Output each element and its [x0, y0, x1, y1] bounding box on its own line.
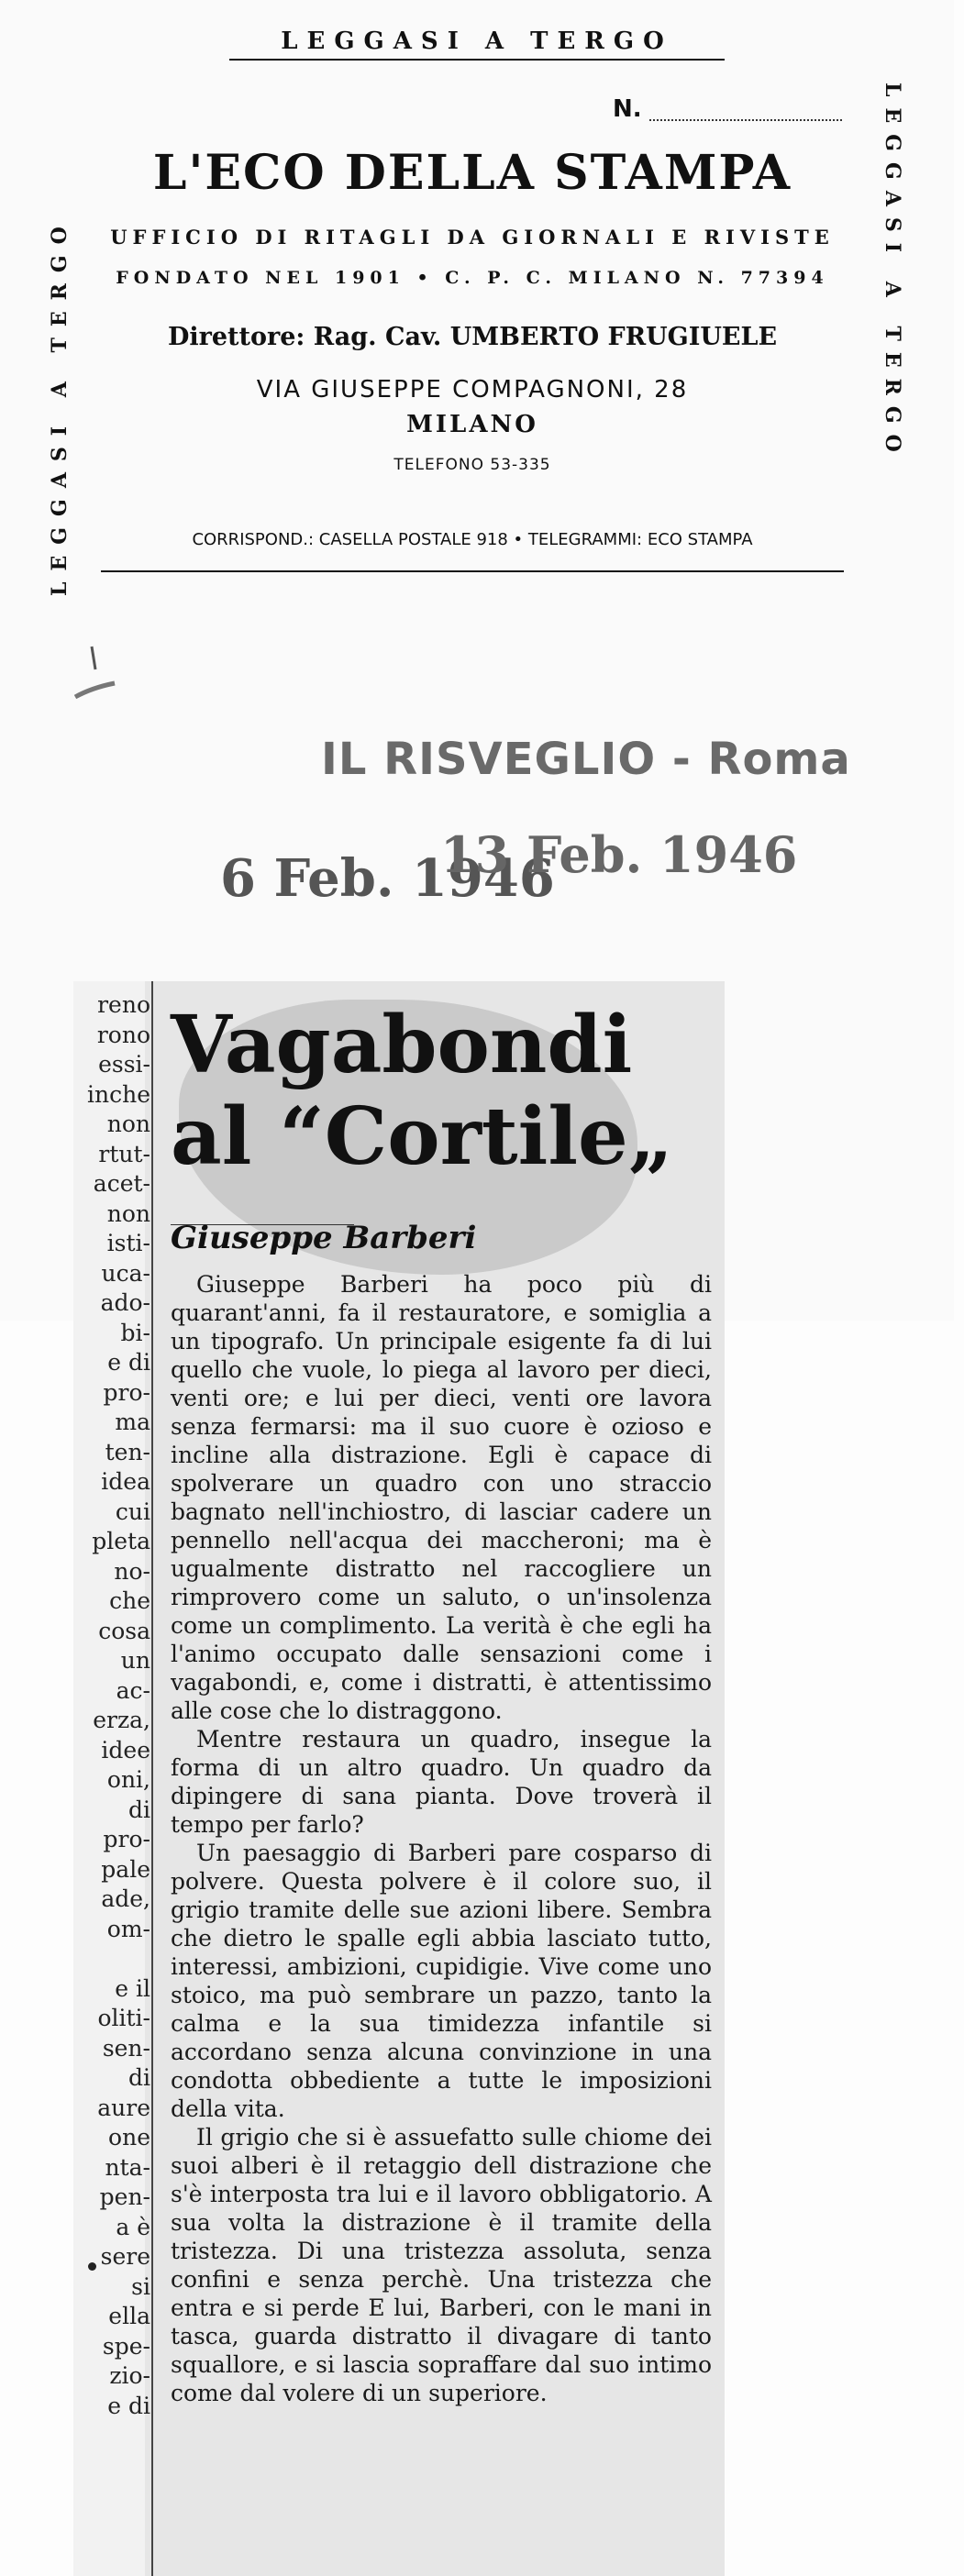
column-fragment: sere	[100, 2243, 150, 2270]
column-fragment: ade,	[101, 1885, 150, 1912]
bottom-rule	[101, 570, 844, 572]
column-fragment: a è	[116, 2213, 150, 2240]
column-fragment: ella	[108, 2303, 150, 2329]
column-fragment: pro-	[103, 1826, 150, 1852]
address-line: VIA GIUSEPPE COMPAGNONI, 28	[256, 376, 689, 404]
column-fragment: non	[106, 1200, 150, 1227]
column-fragment: pale	[101, 1855, 150, 1883]
column-fragment: rono	[96, 1021, 150, 1048]
column-fragment: om-	[106, 1915, 150, 1942]
column-fragment: di	[128, 2064, 150, 2091]
article-body	[171, 1270, 712, 2407]
paragraph: Un paesaggio di Barberi pare cosparso di polvere. Questa polvere è il colore suo, il grigio tramite delle sue azioni libere. Sembra che dietro le spalle egli abbia lasciato tutto, interessi, ambizioni, cupidigie. Vive come uno stoico, ma può sembrare un pazzo, tanto la calma e la sua timidezza infantile si accordano senza alcuna convinzione in una condotta obbediente a tutte le imposizioni della vita.	[171, 1840, 712, 2122]
article-headline	[171, 1000, 673, 1183]
column-fragment: di	[128, 1796, 150, 1823]
paragraph: Giuseppe Barberi ha poco più di quarant'anni, fa il restauratore, e somiglia a un tipografo. Un principale esigente fa di lui quello che vuole, lo piega al lavoro per dieci, venti ore; e lui per dieci, venti ore lavora senza fermarsi: ma il suo cuore è ozioso e incline alla distrazione. Egli è capace di spolverare un quadro con uno straccio bagnato nell'inchiostro, di lasciar cadere un pennello nell'acqua dei maccheroni; ma è ugualmente distratto nel raccogliere un rimprovero come un saluto, o un'insolenza come un complimento. La verità è che egli ha l'animo occupato dalle sensazioni come i vagabondi, e, come i distratti, è attentissimo alle cose che lo distraggono.	[171, 1271, 712, 1724]
column-rule	[151, 981, 153, 2576]
column-fragment: ac-	[116, 1676, 150, 1704]
banner-rule	[229, 59, 725, 61]
date-stamp-2: 13 Feb. 1946	[440, 825, 798, 884]
column-fragment: zio-	[109, 2362, 150, 2389]
correspondence-line: CORRISPOND.: CASELLA POSTALE 918 • TELEGRAMMI: ECO STAMPA	[192, 530, 753, 549]
column-fragment: oliti-	[97, 2005, 150, 2031]
column-fragment: sen-	[102, 2034, 150, 2062]
column-fragment: pleta	[92, 1528, 150, 1554]
column-fragment: e di	[107, 1349, 150, 1376]
source-stamp: IL RISVEGLIO - Roma	[321, 734, 851, 785]
director-line: Direttore: Rag. Cav. UMBERTO FRUGIUELE	[167, 323, 778, 351]
column-fragment: idee	[101, 1736, 150, 1763]
column-fragment: non	[106, 1111, 150, 1137]
number-label: N.	[613, 95, 642, 123]
column-fragment: inche	[87, 1080, 150, 1108]
column-fragment: e il	[115, 1974, 150, 2002]
number-dotted-line	[649, 119, 842, 121]
column-fragment: idea	[101, 1468, 150, 1495]
masthead-subtitle: UFFICIO DI RITAGLI DA GIORNALI E RIVISTE	[110, 226, 835, 249]
column-fragment: erza,	[93, 1707, 150, 1733]
column-fragment: un	[120, 1647, 150, 1674]
column-fragment: ma	[115, 1409, 150, 1435]
column-fragment: uca-	[101, 1259, 150, 1287]
column-fragment: e di	[107, 2392, 150, 2419]
column-fragment: bi-	[120, 1319, 150, 1346]
banner-top: LEGGASI A TERGO	[281, 28, 673, 55]
column-fragment: aure	[97, 2094, 150, 2121]
founded-line: FONDATO NEL 1901 • C. P. C. MILANO N. 77394	[116, 268, 829, 288]
column-fragment: pro-	[103, 1378, 150, 1406]
column-fragment: no-	[114, 1557, 150, 1585]
phone-line: TELEFONO 53-335	[393, 456, 551, 474]
column-fragment: acet-	[93, 1170, 150, 1197]
headline-line-1: Vagabondi	[171, 999, 633, 1091]
column-fragment: nta-	[105, 2153, 150, 2181]
column-fragment: cosa	[98, 1617, 150, 1644]
headline-line-2: al “Cortile„	[171, 1090, 674, 1183]
masthead-title: L'ECO DELLA STAMPA	[152, 145, 792, 201]
paragraph: Il grigio che si è assuefatto sulle chiome dei suoi alberi è il retaggio dell distrazione che s'è interposta tra lui e il lavoro obbligatorio. A sua volta la distrazione è il tramite della tristezza. Di una tristezza assoluta, senza confini e senza perchè. Una tristezza che entra e si perde E lui, Barberi, con le mani in tasca, guarda distratto il divagare di tanto squallore, e si lascia sopraffare dal suo intimo come dal volere di un superiore.	[171, 2124, 712, 2406]
pencil-mark	[73, 642, 119, 706]
side-label-left: LEGGASI A TERGO	[48, 216, 72, 596]
column-fragment: ado-	[100, 1289, 150, 1316]
column-fragment: si	[131, 2272, 150, 2300]
column-fragment: che	[109, 1587, 150, 1614]
column-fragment: reno	[97, 991, 150, 1018]
column-fragment: cui	[115, 1498, 150, 1525]
column-fragment: spe-	[102, 2332, 150, 2360]
column-fragment: isti-	[106, 1230, 150, 1256]
column-fragment: oni,	[106, 1766, 150, 1793]
column-fragment: one	[108, 2124, 150, 2150]
city-line: MILANO	[406, 411, 538, 438]
column-fragment: rtut-	[98, 1140, 150, 1167]
article-author: Giuseppe Barberi	[171, 1220, 477, 1256]
column-fragment: essi-	[98, 1051, 150, 1078]
side-label-right: LEGGASI A TERGO	[881, 83, 904, 463]
paragraph: Mentre restaura un quadro, insegue la forma di un altro quadro. Un quadro da dipingere di sana pianta. Dove troverà il tempo per farlo?	[171, 1726, 712, 1838]
ink-dot	[88, 2262, 96, 2271]
column-fragment: ten-	[105, 1438, 150, 1465]
date-stamp-1: 6 Feb. 1946	[220, 848, 555, 909]
column-fragment: pen-	[99, 2184, 150, 2210]
